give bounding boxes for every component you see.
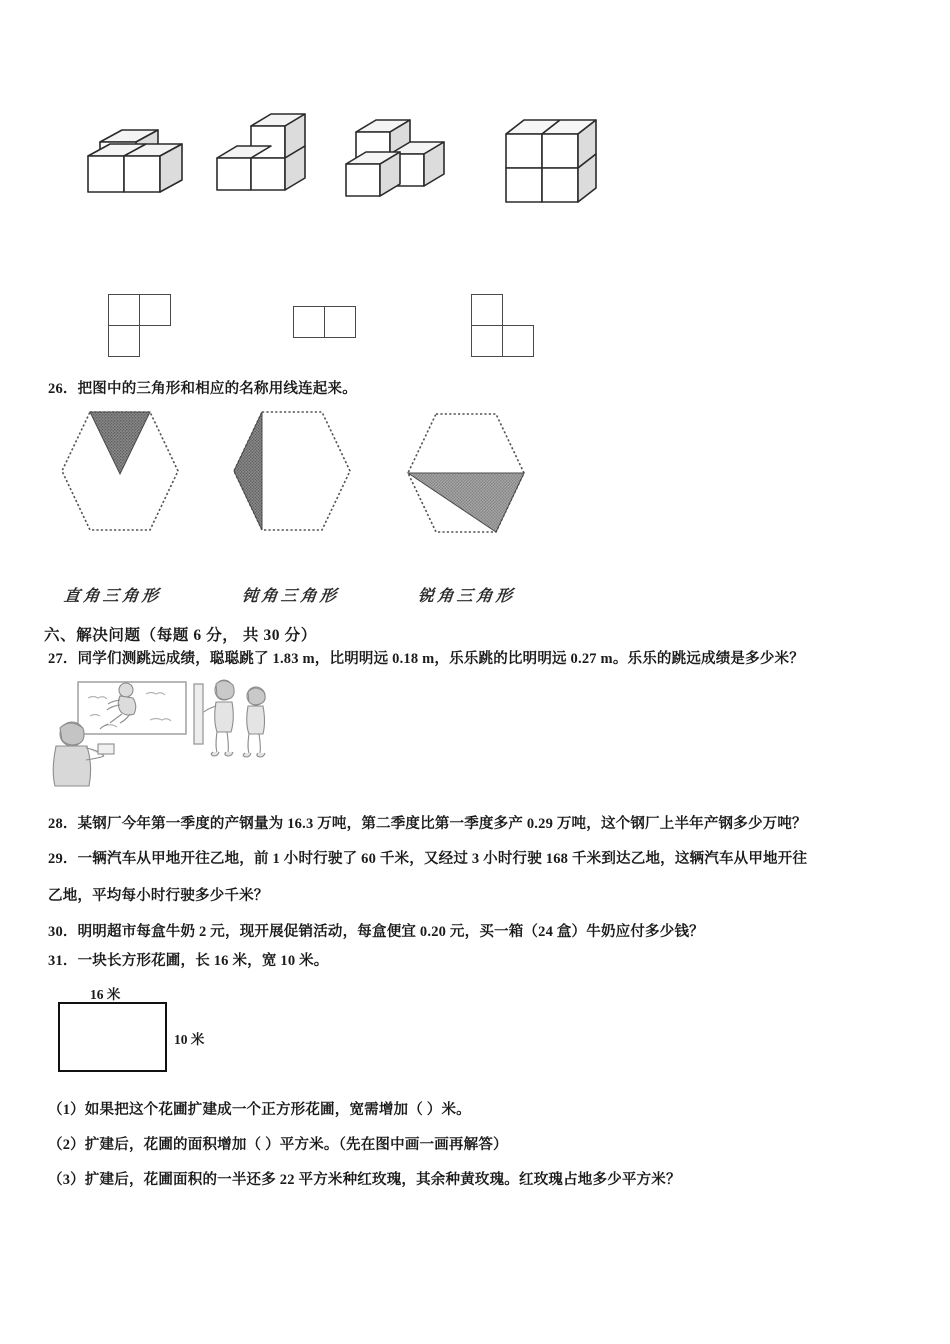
section-6-heading: 六、解决问题（每题 6 分， 共 30 分）: [44, 627, 317, 644]
flat-net-3: [471, 294, 541, 360]
net-cell: [108, 325, 140, 357]
question-27-number: 27．: [48, 651, 78, 667]
cube-solid-3: [338, 108, 468, 212]
long-jump-illustration: [46, 676, 286, 788]
question-26-text: 把图中的三角形和相应的名称用线连起来。: [77, 381, 357, 397]
question-31-sub-1: （1）如果把这个花圃扩建成一个正方形花圃，宽需增加（ ）米。: [48, 1102, 471, 1118]
question-29-number: 29．: [48, 851, 78, 867]
question-31: [48, 951, 329, 973]
question-30-number: 30．: [48, 924, 78, 940]
question-31-text: 一块长方形花圃，长 16 米，宽 10 米。: [77, 953, 329, 969]
question-29-text-line-1: 一辆汽车从甲地开往乙地，前 1 小时行驶了 60 千米，又经过 3 小时行驶 168 千米到达乙地，这辆汽车从甲地开往: [77, 851, 808, 867]
flat-nets-row: [0, 286, 950, 356]
question-26-number: 26．: [48, 381, 78, 397]
cube-solid-4: [498, 112, 618, 212]
question-31-sub-3: （3）扩建后，花圃面积的一半还多 22 平方米种红玫瑰，其余种黄玫瑰。红玫瑰占地多少平方米？: [48, 1172, 681, 1188]
flat-net-1: [108, 294, 178, 360]
question-29-line-2: 乙地，平均每小时行驶多少千米？: [48, 888, 269, 904]
hexagon-figure-2: [232, 408, 352, 538]
question-31-sub-2: （2）扩建后，花圃的面积增加（ ）平方米。（先在图中画一画再解答）: [48, 1137, 508, 1153]
question-27: [48, 649, 804, 671]
rectangle-length-label: 16 米: [90, 987, 121, 1002]
triangle-name-2: 钝角三角形: [240, 586, 341, 605]
cube-solid-2: [205, 104, 335, 208]
net-cell: [293, 306, 325, 338]
question-28-number: 28．: [48, 816, 78, 832]
net-cell: [471, 325, 503, 357]
cube-solid-1: [78, 116, 218, 210]
rectangle-width-label: 10 米: [174, 1032, 205, 1047]
cube-solids-row: [0, 96, 950, 206]
question-29-line-1: [48, 849, 807, 871]
flower-bed-rectangle-figure: [52, 985, 252, 1080]
hexagon-figure-3: [404, 408, 534, 542]
question-30-text: 明明超市每盒牛奶 2 元，现开展促销活动，每盒便宜 0.20 元，买一箱（24 盒）牛奶应付多少钱？: [77, 924, 704, 940]
question-28-text: 某钢厂今年第一季度的产钢量为 16.3 万吨，第二季度比第一季度多产 0.29 万吨，这个钢厂上半年产钢多少万吨？: [77, 816, 807, 832]
flat-net-2: [293, 306, 363, 342]
question-31-number: 31．: [48, 953, 78, 969]
net-cell: [324, 306, 356, 338]
net-cell: [108, 294, 140, 326]
rectangle-outline: [58, 1002, 167, 1072]
question-27-text: 同学们测跳远成绩，聪聪跳了 1.83 m，比明明远 0.18 m，乐乐跳的比明明远 0.27 m。乐乐的跳远成绩是多少米？: [77, 651, 804, 667]
hexagon-figure-1: [60, 408, 180, 538]
hexagon-figures-row: [0, 404, 950, 544]
triangle-name-3: 锐角三角形: [416, 586, 517, 605]
net-cell: [139, 294, 171, 326]
triangle-name-1: 直角三角形: [62, 586, 163, 605]
question-26: [48, 379, 357, 401]
question-28: [48, 814, 807, 836]
question-30: [48, 922, 704, 944]
net-cell: [471, 294, 503, 326]
net-cell: [502, 325, 534, 357]
